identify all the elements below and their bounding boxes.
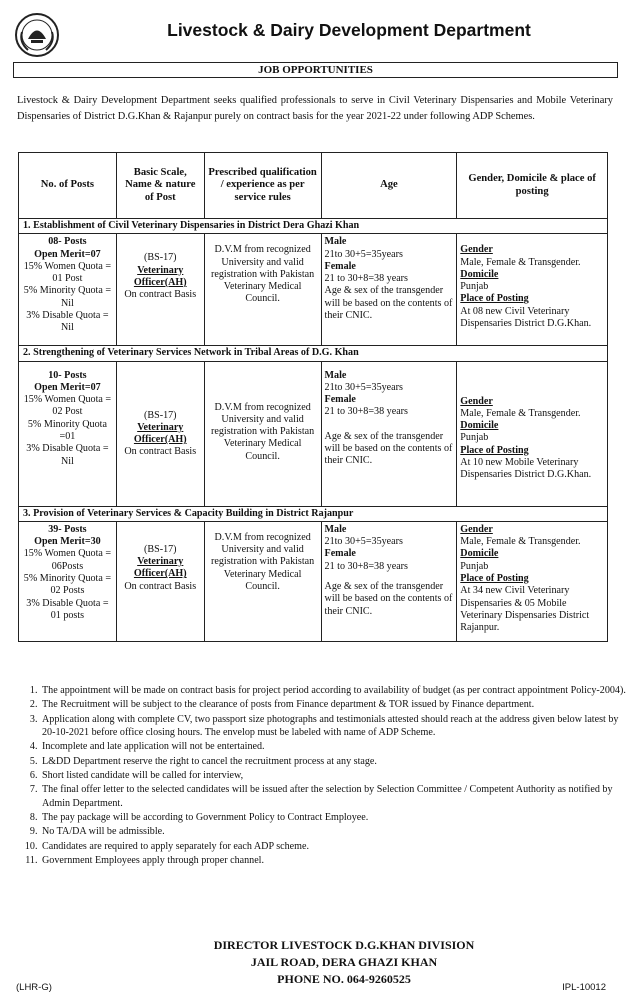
list-item: 5. L&DD Department reserve the right to cancel the recruitment process at any stage. bbox=[40, 755, 628, 768]
posting-label: Place of Posting bbox=[460, 293, 529, 305]
section-title: 1. Establishment of Civil Veterinary Dispensaries in District Dera Ghazi Khan bbox=[19, 219, 608, 234]
posts-count: 10- Posts bbox=[48, 369, 87, 381]
gender-label: Gender bbox=[460, 395, 493, 407]
female-label: Female bbox=[324, 394, 356, 406]
qualification-cell bbox=[204, 234, 321, 346]
scale-cell bbox=[116, 521, 204, 641]
posting-label: Place of Posting bbox=[460, 444, 529, 456]
gender-cell bbox=[457, 521, 608, 641]
list-item: 2. The Recruitment will be subject to the clearance of posts from Finance department & TOR issued by Finance department. bbox=[40, 698, 628, 711]
signature-address: JAIL ROAD, DERA GHAZI KHAN bbox=[250, 955, 438, 969]
basic-scale: (BS-17) bbox=[144, 543, 177, 555]
gender-label: Gender bbox=[460, 523, 493, 535]
qualification-text: D.V.M from recognized University and valid registration with Pakistan Veterinary Medical Council. bbox=[211, 531, 315, 593]
domicile-value: Punjab bbox=[460, 432, 489, 444]
department-title: Livestock & Dairy Development Department bbox=[167, 20, 531, 40]
age-note: Age & sex of the transgender will be based on the contents of their CNIC. bbox=[324, 581, 453, 617]
post-nature: On contract Basis bbox=[124, 446, 197, 458]
footer-code-left: (LHR-G) bbox=[16, 982, 52, 993]
list-item: 4. Incomplete and late application will not be entertained. bbox=[40, 740, 628, 753]
open-merit: Open Merit=30 bbox=[34, 536, 101, 548]
list-item: 8. The pay package will be according to Government Policy to Contract Employee. bbox=[40, 811, 628, 824]
table-row bbox=[19, 361, 608, 506]
signature-phone: PHONE NO. 064-9260525 bbox=[277, 972, 411, 986]
scale-cell bbox=[116, 234, 204, 346]
age-cell bbox=[321, 234, 457, 346]
quota-minority: 5% Minority Quota = Nil bbox=[23, 285, 112, 309]
gender-value: Male, Female & Transgender. bbox=[460, 256, 581, 268]
posts-count: 08- Posts bbox=[48, 236, 87, 248]
quota-women: 15% Women Quota = 06Posts bbox=[23, 548, 112, 572]
quota-disable: 3% Disable Quota = Nil bbox=[26, 310, 109, 334]
basic-scale: (BS-17) bbox=[144, 252, 177, 264]
quota-women: 15% Women Quota = 02 Post bbox=[23, 394, 112, 418]
header-gender-domicile: Gender, Domicile & place of posting bbox=[457, 153, 608, 219]
section-title-row bbox=[19, 346, 608, 361]
female-label: Female bbox=[324, 260, 356, 272]
post-name: Veterinary Officer(AH) bbox=[133, 421, 187, 446]
open-merit: Open Merit=07 bbox=[34, 381, 101, 393]
list-item: 10. Candidates are required to apply separately for each ADP scheme. bbox=[40, 840, 628, 853]
gender-value: Male, Female & Transgender. bbox=[460, 407, 581, 419]
qualification-cell bbox=[204, 521, 321, 641]
list-item: 11. Government Employees apply through proper channel. bbox=[40, 854, 628, 867]
post-name: Veterinary Officer(AH) bbox=[133, 556, 187, 580]
female-age: 21 to 30+8=38 years bbox=[324, 560, 408, 572]
gender-cell bbox=[457, 361, 608, 506]
list-item: 3. Application along with complete CV, two passport size photographs and testimonials attested should reach at the address given below latest by 20-10-2021 before office closing hours. The envelop must be labeled with name of ADP Scheme. bbox=[40, 713, 628, 739]
header-age: Age bbox=[321, 153, 457, 219]
section-title-row bbox=[19, 219, 608, 234]
domicile-label: Domicile bbox=[460, 420, 499, 432]
posting-value: At 10 new Mobile Veterinary Dispensaries District D.G.Khan. bbox=[460, 457, 592, 481]
male-label: Male bbox=[324, 523, 347, 535]
positions-table bbox=[18, 152, 608, 642]
header-qualification: Prescribed qualification / experience as per service rules bbox=[204, 153, 321, 219]
posting-label: Place of Posting bbox=[460, 573, 529, 585]
qualification-text: D.V.M from recognized University and valid registration with Pakistan Veterinary Medical Council. bbox=[211, 244, 315, 305]
table-header-row bbox=[19, 153, 608, 219]
male-age: 21to 30+5=35years bbox=[324, 536, 403, 548]
posts-count: 39- Posts bbox=[48, 523, 87, 535]
table-row bbox=[19, 234, 608, 346]
posts-cell bbox=[19, 361, 117, 506]
post-nature: On contract Basis bbox=[124, 289, 197, 301]
basic-scale: (BS-17) bbox=[144, 409, 177, 421]
quota-women: 15% Women Quota = 01 Post bbox=[23, 260, 112, 285]
female-age: 21 to 30+8=38 years bbox=[324, 273, 408, 285]
table-row bbox=[19, 521, 608, 641]
list-item: 1. The appointment will be made on contract basis for project period according to availability of budget (as per contract appointment Policy-2004). bbox=[40, 684, 628, 697]
female-age: 21 to 30+8=38 years bbox=[324, 406, 408, 418]
section-title: 3. Provision of Veterinary Services & Capacity Building in District Rajanpur bbox=[19, 506, 608, 521]
male-age: 21to 30+5=35years bbox=[324, 248, 403, 260]
posts-cell bbox=[19, 521, 117, 641]
male-age: 21to 30+5=35years bbox=[324, 381, 403, 393]
footer-code-right: IPL-10012 bbox=[562, 982, 606, 993]
gender-value: Male, Female & Transgender. bbox=[460, 536, 581, 548]
domicile-label: Domicile bbox=[460, 548, 499, 560]
intro-paragraph: Livestock & Dairy Development Department seeks qualified professionals to serve in Civil Veterinary Dispensaries and Mobile Veterinary Dispensaries of District D.G.Khan & Rajanpur purely on contract basis for the year 2021-22 under following ADP Schemes. bbox=[17, 95, 613, 122]
age-note: Age & sex of the transgender will be based on the contents of their CNIC. bbox=[324, 285, 453, 322]
section-title-row bbox=[19, 506, 608, 521]
posting-value: At 34 new Civil Veterinary Dispensaries & 05 Mobile Veterinary Dispensaries District Rajanpur. bbox=[460, 585, 590, 634]
qualification-text: D.V.M from recognized University and valid registration with Pakistan Veterinary Medical Council. bbox=[211, 401, 315, 462]
signature-title: DIRECTOR LIVESTOCK D.G.KHAN DIVISION bbox=[213, 938, 475, 952]
post-nature: On contract Basis bbox=[124, 580, 197, 592]
quota-disable: 3% Disable Quota = Nil bbox=[26, 443, 109, 467]
open-merit: Open Merit=07 bbox=[34, 248, 101, 260]
quota-minority: 5% Minority Quota = 02 Posts bbox=[23, 573, 112, 597]
domicile-label: Domicile bbox=[460, 268, 499, 280]
list-item: 6. Short listed candidate will be called for interview, bbox=[40, 769, 628, 782]
scale-cell bbox=[116, 361, 204, 506]
male-label: Male bbox=[324, 236, 347, 248]
gender-label: Gender bbox=[460, 244, 493, 256]
age-note: Age & sex of the transgender will be based on the contents of their CNIC. bbox=[324, 430, 453, 467]
posts-cell bbox=[19, 234, 117, 346]
domicile-value: Punjab bbox=[460, 281, 489, 293]
gender-cell bbox=[457, 234, 608, 346]
male-label: Male bbox=[324, 369, 347, 381]
header-scale: Basic Scale, Name & nature of Post bbox=[116, 153, 204, 219]
female-label: Female bbox=[324, 548, 356, 560]
job-opportunities-banner: JOB OPPORTUNITIES bbox=[13, 62, 618, 78]
header-no-of-posts: No. of Posts bbox=[19, 153, 117, 219]
section-title: 2. Strengthening of Veterinary Services Network in Tribal Areas of D.G. Khan bbox=[19, 346, 608, 361]
age-cell bbox=[321, 361, 457, 506]
age-cell bbox=[321, 521, 457, 641]
list-item: 7. The final offer letter to the selected candidates will be issued after the selection by Selection Committee / Competent Authority as notified by Admin Department. bbox=[40, 783, 628, 809]
post-name: Veterinary Officer(AH) bbox=[133, 264, 187, 288]
posting-value: At 08 new Civil Veterinary Dispensaries District D.G.Khan. bbox=[460, 305, 592, 330]
domicile-value: Punjab bbox=[460, 560, 489, 572]
quota-minority: 5% Minority Quota =01 bbox=[27, 418, 107, 443]
qualification-cell bbox=[204, 361, 321, 506]
notes-list bbox=[18, 684, 628, 868]
quota-disable: 3% Disable Quota = 01 posts bbox=[26, 597, 109, 621]
list-item: 9. No TA/DA will be admissible. bbox=[40, 825, 628, 838]
